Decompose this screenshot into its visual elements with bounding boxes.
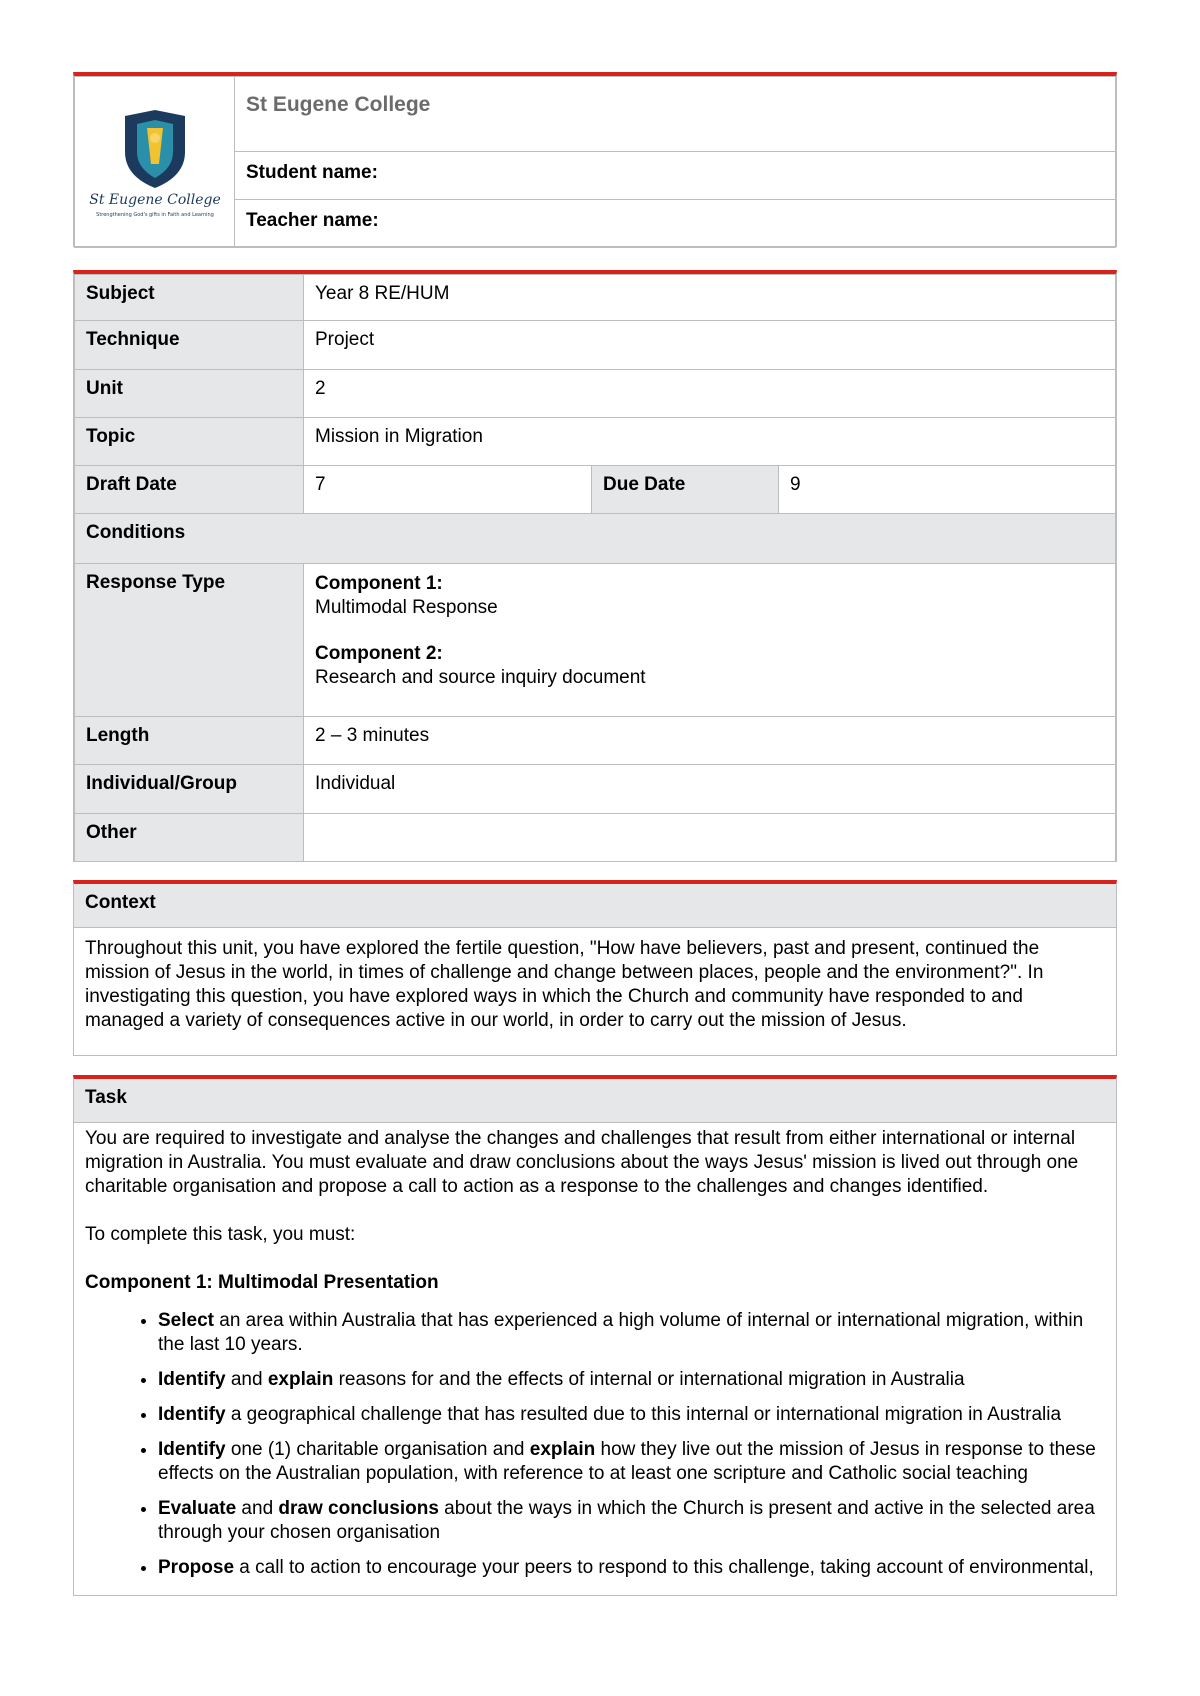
draft-date-label: Draft Date xyxy=(75,466,304,513)
requirement-item: • Identify a geographical challenge that has resulted due to this internal or international migration in Australia xyxy=(158,1403,1105,1427)
conditions-label: Conditions xyxy=(75,513,1116,563)
due-date-label: Due Date xyxy=(592,466,779,513)
teacher-name-field[interactable]: Teacher name: xyxy=(235,200,1116,248)
component2-title: Component 2: xyxy=(315,642,443,664)
length-value: 2 – 3 minutes xyxy=(304,716,1116,764)
topic-label: Topic xyxy=(75,417,304,465)
component1-value: Multimodal Response xyxy=(315,596,498,618)
response-type-label: Response Type xyxy=(75,563,304,716)
task-block xyxy=(73,1075,1117,1596)
context-block xyxy=(73,880,1117,1056)
requirement-item: • Identify and explain reasons for and the effects of internal or international migration in Australia xyxy=(158,1368,1105,1392)
technique-label: Technique xyxy=(75,321,304,369)
component1-heading: Component 1: Multimodal Presentation xyxy=(85,1272,439,1293)
requirement-item: • Select an area within Australia that has experienced a high volume of internal or international migration, within the last 10 years. xyxy=(158,1309,1105,1357)
unit-label: Unit xyxy=(75,369,304,417)
task-title: Task xyxy=(74,1079,1116,1123)
requirement-item: • Propose a call to action to encourage your peers to respond to this challenge, taking account of environmental, xyxy=(158,1556,1105,1580)
task-complete-line: To complete this task, you must: xyxy=(85,1224,356,1245)
student-name-field[interactable]: Student name: xyxy=(235,152,1116,200)
context-body: Throughout this unit, you have explored the fertile question, "How have believers, past and present, continued the mission of Jesus in the world, in times of challenge and change between places, people and the environment?". In investigating this question, you have explored ways in which the Church and community have responded to and managed a variety of consequences active in our world, in order to carry out the mission of Jesus. xyxy=(85,938,1044,1031)
details-table xyxy=(74,274,1116,862)
requirement-item: • Identify one (1) charitable organisation and explain how they live out the mission of Jesus in response to these effects on the Australian population, with reference to at least one scripture and Catholic social teaching xyxy=(158,1438,1105,1486)
technique-value: Project xyxy=(304,321,1116,369)
component1-title: Component 1: xyxy=(315,572,443,594)
other-value[interactable] xyxy=(304,813,1116,861)
logo-cell xyxy=(75,77,235,248)
requirements-list xyxy=(85,1309,1105,1580)
topic-value: Mission in Migration xyxy=(304,417,1116,465)
individual-group-label: Individual/Group xyxy=(75,765,304,813)
logo-text: St Eugene College xyxy=(88,192,221,208)
task-intro: You are required to investigate and analyse the changes and challenges that result from either international or internal migration in Australia. You must evaluate and draw conclusions about the ways Jesus' mission is lived out through one charitable organisation and propose a call to action as a response to the challenges and changes identified. xyxy=(85,1128,1079,1197)
other-label: Other xyxy=(75,813,304,861)
details-block xyxy=(73,270,1117,862)
component2-value: Research and source inquiry document xyxy=(315,666,646,688)
requirement-item: • Evaluate and draw conclusions about the ways in which the Church is present and active in the selected area through your chosen organisation xyxy=(158,1497,1105,1545)
school-name: St Eugene College xyxy=(235,77,1116,152)
context-body-cell xyxy=(74,928,1116,1047)
unit-value: 2 xyxy=(304,369,1116,417)
context-title: Context xyxy=(74,884,1116,928)
subject-label: Subject xyxy=(75,275,304,321)
subject-value: Year 8 RE/HUM xyxy=(304,275,1116,321)
response-type-value xyxy=(304,563,1116,716)
header-table xyxy=(74,76,1116,248)
due-date-value: 9 xyxy=(779,466,1116,513)
header-block xyxy=(73,72,1117,247)
draft-date-value: 7 xyxy=(304,466,592,513)
college-logo xyxy=(85,104,225,224)
task-body-cell xyxy=(74,1123,1116,1596)
logo-motto: Strengthening God's gifts in Faith and Learning xyxy=(95,212,214,218)
length-label: Length xyxy=(75,716,304,764)
individual-group-value: Individual xyxy=(304,765,1116,813)
